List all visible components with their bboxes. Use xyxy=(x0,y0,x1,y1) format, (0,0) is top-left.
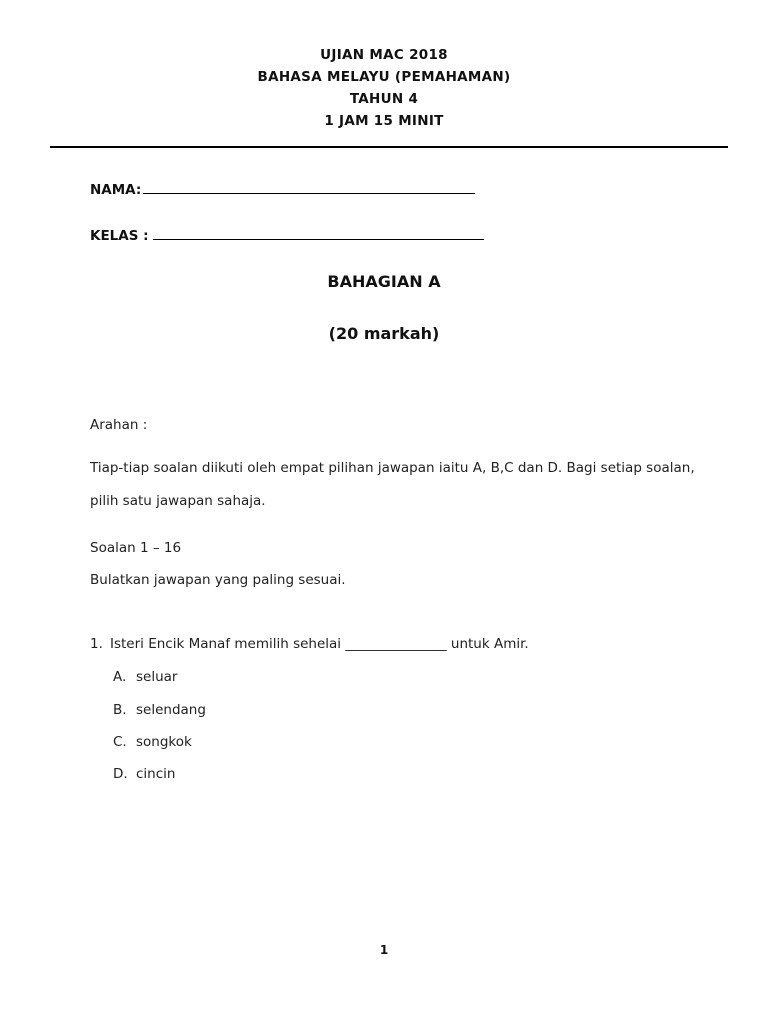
option-text: seluar xyxy=(136,669,178,685)
option-text: songkok xyxy=(136,734,192,750)
instructions-label: Arahan : xyxy=(90,417,148,433)
option-letter: C. xyxy=(113,734,127,750)
name-field xyxy=(90,180,475,198)
class-label: KELAS : xyxy=(90,228,149,244)
task-instruction: Bulatkan jawapan yang paling sesuai. xyxy=(90,572,346,588)
name-blank-line xyxy=(143,180,475,194)
option-c[interactable] xyxy=(113,734,192,750)
section-title: BAHAGIAN A xyxy=(327,272,441,291)
duration: 1 JAM 15 MINIT xyxy=(324,113,444,129)
exam-title: UJIAN MAC 2018 xyxy=(320,47,448,63)
name-label: NAMA: xyxy=(90,182,142,198)
year-level: TAHUN 4 xyxy=(349,91,419,107)
exam-header xyxy=(0,44,768,132)
option-letter: B. xyxy=(113,702,127,718)
option-text: cincin xyxy=(136,766,176,782)
option-a[interactable] xyxy=(113,669,177,685)
option-text: selendang xyxy=(136,702,206,718)
option-d[interactable] xyxy=(113,766,175,782)
header-divider xyxy=(50,146,728,148)
question-range: Soalan 1 – 16 xyxy=(90,540,182,556)
instructions-text: Tiap-tiap soalan diikuti oleh empat pilihan jawapan iaitu A, B,C dan D. Bagi setiap soalan, pilih satu jawapan sahaja. xyxy=(90,460,695,509)
question-text: Isteri Encik Manaf memilih sehelai _______________ untuk Amir. xyxy=(110,636,529,652)
class-field xyxy=(90,226,484,244)
option-letter: D. xyxy=(113,766,128,782)
subject-title: BAHASA MELAYU (PEMAHAMAN) xyxy=(257,69,511,85)
option-letter: A. xyxy=(113,669,127,685)
page-number: 1 xyxy=(379,943,389,957)
question-number: 1. xyxy=(90,636,103,652)
option-b[interactable] xyxy=(113,702,206,718)
question-1 xyxy=(90,636,529,652)
section-marks: (20 markah) xyxy=(328,324,440,343)
class-blank-line xyxy=(153,226,484,240)
